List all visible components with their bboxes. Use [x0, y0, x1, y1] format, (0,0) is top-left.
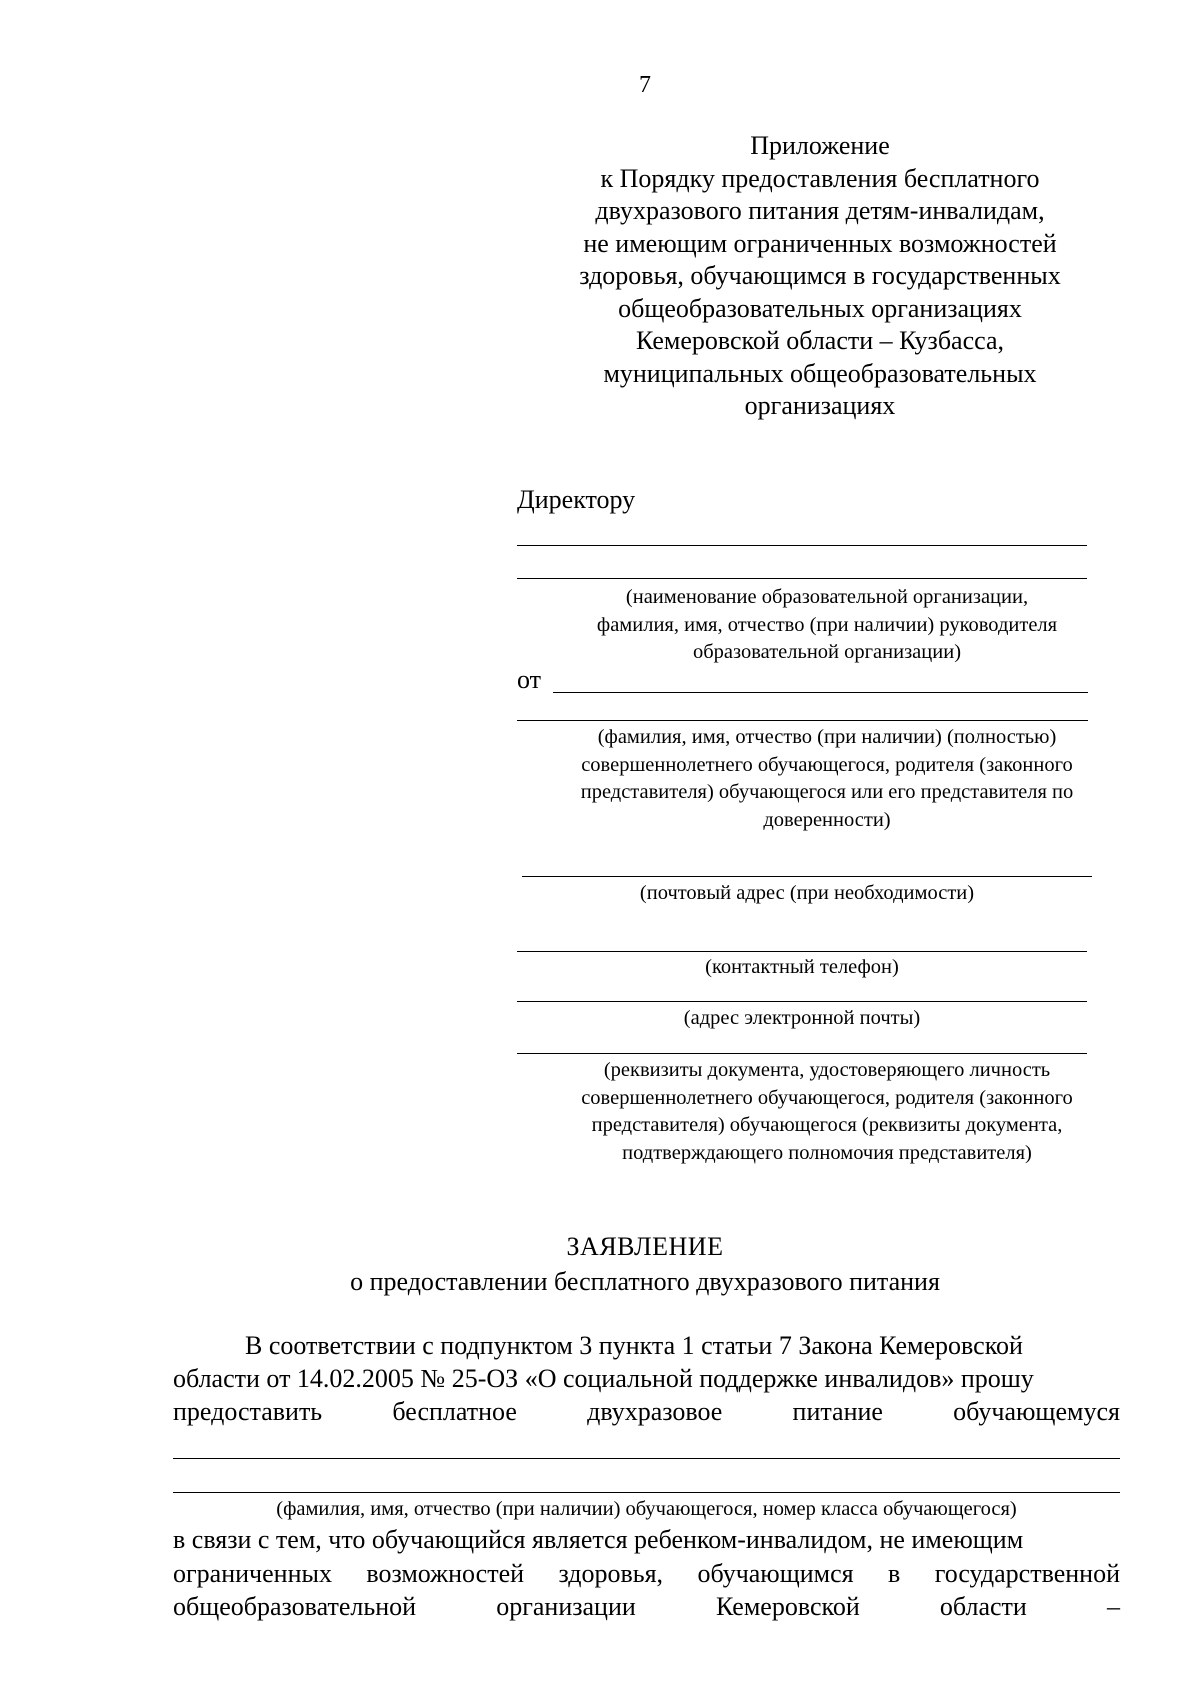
paragraph-line-justified [173, 1397, 1120, 1427]
applicant-name-field[interactable] [553, 692, 1088, 693]
word: ограниченных [173, 1559, 332, 1588]
appendix-line: Кемеровской области – Кузбасса, [635, 326, 1005, 355]
from-label: от [517, 665, 542, 694]
word: в [888, 1559, 901, 1588]
applicant-hint [517, 724, 1137, 834]
appendix-line: Приложение [750, 131, 890, 160]
word: общеобразовательной [173, 1592, 417, 1621]
appendix-line: муниципальных общеобразовательных [603, 358, 1037, 388]
student-name-field[interactable] [173, 1458, 1120, 1459]
hint-line: представителя) обучающегося (реквизиты документа, [591, 1114, 1063, 1136]
hint-line: совершеннолетнего обучающегося, родителя (законного [581, 753, 1073, 776]
organization-name-field[interactable] [517, 545, 1087, 546]
paragraph-line-justified [173, 1559, 1120, 1589]
phone-field[interactable] [517, 951, 1087, 952]
appendix-line: организациях [744, 391, 896, 420]
appendix-line: двухразового питания детям-инвалидам, [595, 196, 1045, 225]
applicant-name-field-2[interactable] [517, 720, 1088, 721]
organization-hint [517, 584, 1137, 667]
statement-subtitle: о предоставлении бесплатного двухразового питания [350, 1267, 940, 1296]
phone-hint: (контактный телефон) [705, 956, 899, 978]
word: здоровья, [558, 1559, 664, 1588]
director-name-field[interactable] [517, 578, 1087, 579]
word: – [1106, 1592, 1120, 1621]
word: бесплатное [392, 1397, 517, 1426]
word: предоставить [173, 1397, 323, 1426]
word: государственной [934, 1559, 1120, 1588]
paragraph-line: в связи с тем, что обучающийся является ребенком-инвалидом, не имеющим [173, 1525, 1024, 1554]
identity-document-hint [517, 1057, 1137, 1167]
email-field[interactable] [517, 1001, 1087, 1002]
word: возможностей [366, 1559, 525, 1588]
hint-line: (наименование образовательной организации, [625, 586, 1029, 608]
appendix-line: не имеющим ограниченных возможностей [583, 228, 1057, 258]
paragraph-line: В соответствии с подпунктом 3 пункта 1 статьи 7 Закона Кемеровской [245, 1331, 1023, 1360]
paragraph-line: области от 14.02.2005 № 25-ОЗ «О социальной поддержке инвалидов» прошу [173, 1364, 1034, 1393]
email-hint: (адрес электронной почты) [683, 1007, 921, 1029]
page-number: 7 [639, 72, 651, 98]
paragraph-line-justified [173, 1592, 1120, 1622]
hint-line: (фамилия, имя, отчество (при наличии) (полностью) [597, 726, 1057, 748]
appendix-line: к Порядку предоставления бесплатного [600, 163, 1040, 193]
word: питание [792, 1397, 883, 1426]
to-director-label: Директору [517, 485, 636, 514]
word: Кемеровской [715, 1592, 860, 1621]
word: двухразовое [587, 1397, 723, 1426]
word: области [939, 1592, 1027, 1621]
student-class-field[interactable] [173, 1492, 1120, 1493]
word: организации [496, 1592, 636, 1621]
student-hint: (фамилия, имя, отчество (при наличии) обучающегося, номер класса обучающегося) [276, 1498, 1017, 1520]
appendix-line: здоровья, обучающимся в государственных [579, 261, 1061, 290]
hint-line: подтверждающего полномочия представителя) [622, 1141, 1032, 1164]
hint-line: образовательной организации) [692, 641, 962, 663]
postal-address-field[interactable] [522, 876, 1092, 877]
hint-line: фамилия, имя, отчество (при наличии) руководителя [596, 613, 1058, 636]
hint-line: (реквизиты документа, удостоверяющего личность [603, 1059, 1051, 1081]
hint-line: представителя) обучающегося или его представителя по [580, 781, 1074, 803]
word: обучающемуся [953, 1397, 1120, 1426]
appendix-header [520, 130, 1120, 423]
word: обучающимся [697, 1559, 854, 1588]
hint-line: доверенности) [763, 808, 891, 831]
statement-title: ЗАЯВЛЕНИЕ [566, 1232, 724, 1261]
hint-line: совершеннолетнего обучающегося, родителя (законного [581, 1086, 1073, 1109]
appendix-line: общеобразовательных организациях [618, 293, 1022, 323]
postal-address-hint: (почтовый адрес (при необходимости) [639, 882, 975, 904]
identity-document-field[interactable] [517, 1053, 1087, 1054]
